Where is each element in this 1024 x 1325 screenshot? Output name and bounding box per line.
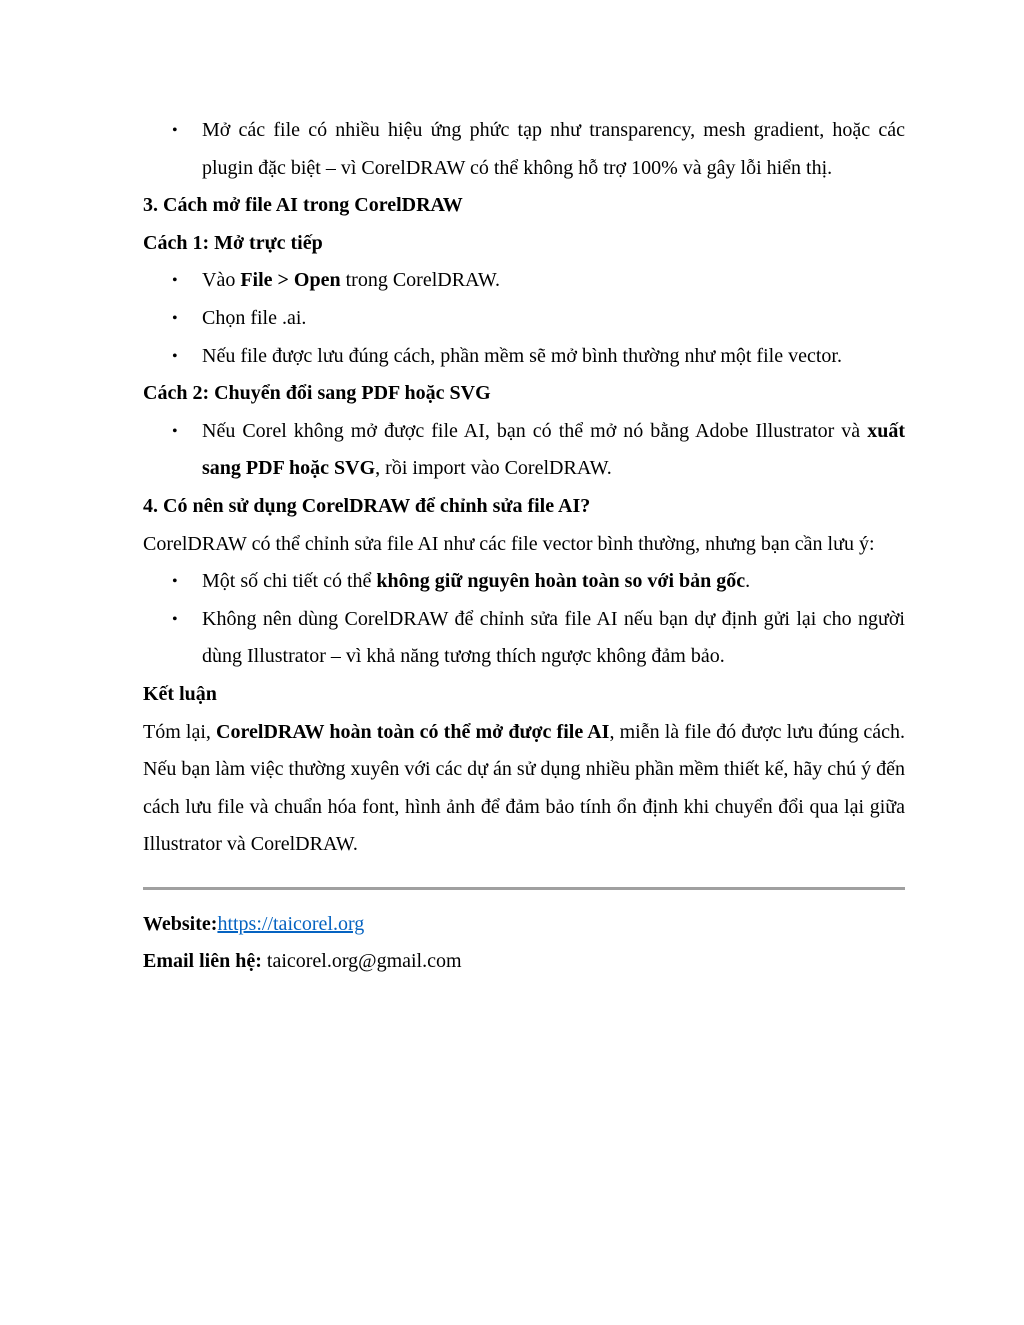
list-item-text-post: .: [745, 570, 751, 593]
list-item: [143, 338, 905, 376]
bullet-icon: •: [172, 610, 178, 628]
list-item-bold: không giữ nguyên hoàn toàn so với bản gốc: [376, 570, 746, 593]
list-item-text-post: , rồi import vào CorelDRAW.: [375, 457, 612, 480]
list-item: [143, 112, 905, 187]
email-label: Email liên hệ:: [143, 950, 262, 973]
website-label: Website:: [143, 912, 218, 935]
horizontal-divider: [143, 887, 905, 890]
bullet-icon: •: [172, 573, 178, 591]
list-item: [143, 300, 905, 338]
bullet-icon: •: [172, 309, 178, 327]
footer-website: [143, 906, 905, 944]
bullet-list-top: [143, 112, 905, 187]
footer-email: [143, 943, 905, 981]
section4-list: [143, 563, 905, 676]
section4-heading: 4. Có nên sử dụng CorelDRAW để chỉnh sửa file AI?: [143, 494, 591, 517]
list-item-text-pre: Vào: [202, 269, 241, 292]
method1-heading: Cách 1: Mở trực tiếp: [143, 231, 323, 254]
bullet-icon: •: [172, 122, 178, 139]
method2-list: [143, 413, 905, 488]
email-value: taicorel.org@gmail.com: [261, 950, 462, 973]
list-item-bold: xuất sang PDF hoặc SVG: [202, 419, 905, 480]
method2-heading: Cách 2: Chuyển đổi sang PDF hoặc SVG: [143, 382, 491, 405]
conclusion-paragraph: [143, 714, 905, 864]
conclusion-text-post: , miễn là file đó được lưu đúng cách. Nếu bạn làm việc thường xuyên với các dự án sử dụng nhiều phần mềm thiết kế, hãy chú ý đến cách lưu file và chuẩn hóa font, hình ảnh để đảm bảo tính ổn định khi chuyển đổi qua lại giữa Illustrator và CorelDRAW.: [143, 720, 905, 856]
list-item: [143, 262, 905, 300]
conclusion-text-bold: CorelDRAW hoàn toàn có thể mở được file AI: [216, 720, 610, 743]
list-item-bold: File > Open: [240, 269, 341, 292]
list-item-text-pre: Nếu Corel không mở được file AI, bạn có thể mở nó bằng Adobe Illustrator và: [202, 419, 868, 442]
list-item-text: Chọn file .ai.: [202, 306, 307, 329]
section4-intro: CorelDRAW có thể chỉnh sửa file AI như các file vector bình thường, nhưng bạn cần lưu ý:: [143, 532, 875, 555]
bullet-icon: •: [172, 272, 178, 290]
list-item: [143, 563, 905, 601]
conclusion-text-pre: Tóm lại,: [143, 720, 217, 743]
list-item-text: Không nên dùng CorelDRAW để chỉnh sửa file AI nếu bạn dự định gửi lại cho người dùng Illustrator – vì khả năng tương thích ngược không đảm bảo.: [202, 607, 905, 668]
bullet-icon: •: [172, 347, 178, 365]
list-item: [143, 413, 905, 488]
list-item-text: Nếu file được lưu đúng cách, phần mềm sẽ mở bình thường như một file vector.: [202, 344, 842, 367]
website-link[interactable]: https://taicorel.org: [217, 912, 365, 935]
list-item-text-pre: Một số chi tiết có thể: [202, 570, 377, 593]
list-item: [143, 601, 905, 676]
list-item-text-post: trong CorelDRAW.: [340, 269, 500, 292]
document-body: [143, 112, 905, 981]
method1-list: [143, 262, 905, 375]
conclusion-heading: Kết luận: [143, 682, 217, 705]
list-item-text: Mở các file có nhiều hiệu ứng phức tạp như transparency, mesh gradient, hoặc các plugin đặc biệt – vì CorelDRAW có thể không hỗ trợ 100% và gây lỗi hiển thị.: [202, 119, 905, 179]
bullet-icon: •: [172, 422, 178, 440]
section3-heading: 3. Cách mở file AI trong CorelDRAW: [143, 194, 463, 217]
